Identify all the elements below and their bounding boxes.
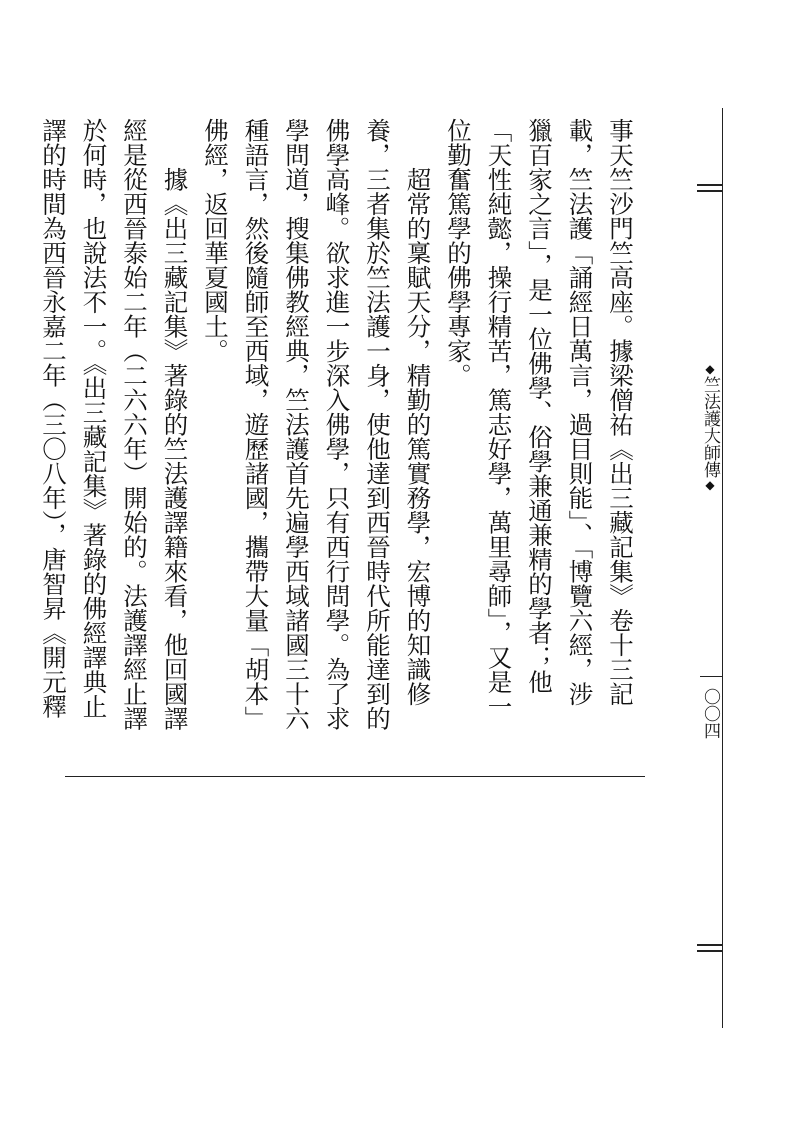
margin-tick-top <box>697 184 723 186</box>
page-number: 〇〇四 <box>700 688 720 739</box>
margin-tick-top-2 <box>697 190 723 192</box>
text-block-rule <box>65 776 645 777</box>
margin-tick-bottom <box>697 944 723 946</box>
margin-rule <box>722 108 723 1028</box>
text-column: 佛學高峰。欲求進一步深入佛學，只有西行問學。為了求 <box>322 118 352 731</box>
folio-rule <box>700 676 722 677</box>
body-text <box>39 118 640 738</box>
text-column: 種語言，然後隨師至西域，遊歷諸國，攜帶大量「胡本」 <box>241 118 271 731</box>
text-column: 據《出三藏記集》著錄的竺法護譯籍來看，他回國譯 <box>160 167 190 731</box>
text-column: 獵百家之言」，是一位佛學、俗學兼通兼精的學者；他 <box>525 118 554 694</box>
text-column: 學問道，搜集佛教經典，竺法護首先遍學西域諸國三十六 <box>282 118 311 731</box>
text-column: 養，三者集於竺法護一身，使他達到西晉時代所能達到的 <box>363 118 392 731</box>
diamond-icon: ◆ <box>703 478 717 492</box>
running-title <box>700 362 720 492</box>
text-column: 位勤奮篤學的佛學專家。 <box>444 118 473 388</box>
text-column: 「天性純懿，操行精苦，篤志好學，萬里尋師」，又是一 <box>484 118 514 719</box>
margin-tick-bottom-2 <box>697 950 723 952</box>
text-column: 譯的時間為西晉永嘉二年（三〇八年），唐智昇《開元釋 <box>39 118 68 719</box>
text-column: 佛經，返回華夏國土。 <box>201 118 230 363</box>
text-column: 載，竺法護「誦經日萬言，過目則能」、「博覽六經，涉 <box>565 118 595 706</box>
diamond-icon: ◆ <box>703 362 717 376</box>
text-column: 超常的稟賦天分，精勤的篤實務學，宏博的知識修 <box>403 167 433 706</box>
text-column: 事天竺沙門竺高座。據梁僧祐《出三藏記集》卷十三記 <box>606 118 635 706</box>
text-column: 經是從西晉泰始二年（二六六年）開始的。法護譯經止譯 <box>120 118 149 731</box>
running-title-text: 竺法護大師傳 <box>700 376 720 478</box>
text-column: 於何時，也說法不一。《出三藏記集》著錄的佛經譯典止 <box>79 118 109 719</box>
